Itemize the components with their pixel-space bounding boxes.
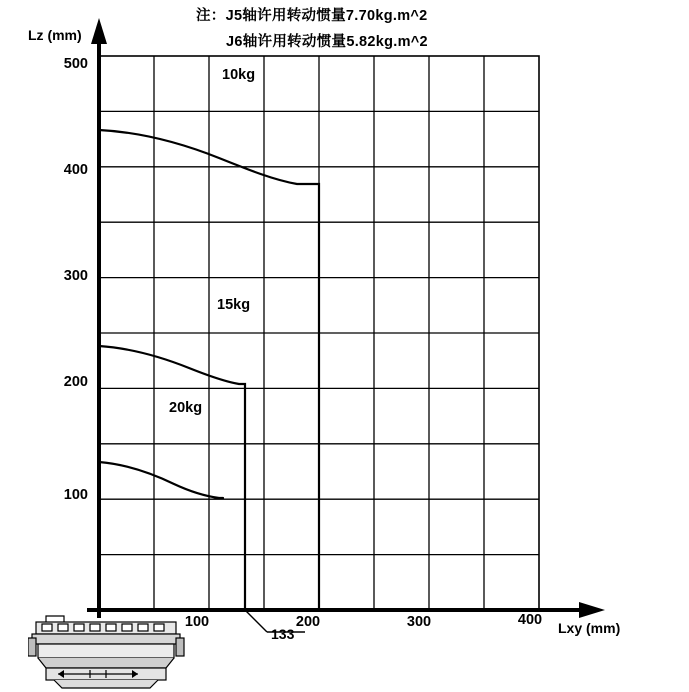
x-axis-label: Lxy (mm) xyxy=(558,620,621,636)
note-line-2: J6轴许用转动惯量5.82kg.m^2 xyxy=(226,34,428,50)
note-line-1: 注：J5轴许用转动惯量7.70kg.m^2 xyxy=(196,8,428,24)
robot-wrist-illustration xyxy=(28,608,188,692)
y-tick-500: 500 xyxy=(63,56,88,72)
curve-20kg xyxy=(99,462,223,498)
y-tick-200: 200 xyxy=(63,374,88,390)
curve-label-15kg: 15kg xyxy=(217,297,251,313)
x-tick-400: 400 xyxy=(517,612,543,628)
plot-area xyxy=(99,56,539,610)
x-tick-300: 300 xyxy=(406,614,432,630)
grid-and-curves xyxy=(99,56,539,610)
y-tick-400: 400 xyxy=(63,162,88,178)
x-tick-200: 200 xyxy=(295,614,321,630)
y-axis-label: Lz (mm) xyxy=(28,27,82,43)
curve-label-20kg: 20kg xyxy=(169,400,203,416)
x-annotation-133: 133 xyxy=(271,626,295,642)
curve-label-10kg: 10kg xyxy=(222,67,256,83)
y-tick-300: 300 xyxy=(63,268,88,284)
x-tick-100: 100 xyxy=(184,614,210,630)
y-axis-arrow xyxy=(87,18,117,618)
y-tick-100: 100 xyxy=(63,487,88,503)
curve-15kg xyxy=(99,346,245,610)
